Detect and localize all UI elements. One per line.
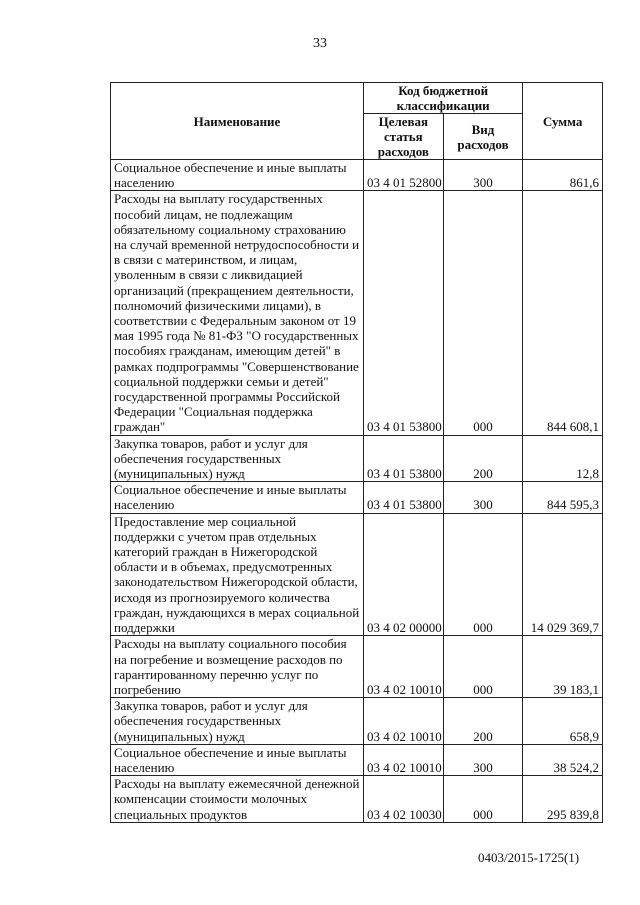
row-kind: 200 — [443, 435, 523, 482]
row-code: 03 4 01 53800 — [364, 435, 444, 482]
row-name: Расходы на выплату ежемесячной денежной компенсации стоимости молочных специальных продуктов — [111, 776, 364, 823]
table-row — [111, 698, 603, 745]
row-kind: 000 — [443, 776, 523, 823]
header-target-article: Целевая статья расходов — [364, 114, 444, 160]
row-kind: 300 — [443, 160, 523, 191]
row-code: 03 4 02 10010 — [364, 744, 444, 775]
row-name: Предоставление мер социальной поддержки с учетом прав отдельных категорий граждан в Нижегородской области и в объемах, предусмотренных законодательством Нижегородской области, исходя из прогнозируемого количества граждан, нуждающихся в мерах социальной поддержки — [111, 513, 364, 636]
row-kind: 300 — [443, 482, 523, 513]
header-amount: Сумма — [523, 83, 603, 160]
row-amount: 844 608,1 — [523, 191, 603, 435]
row-name: Расходы на выплату социального пособия на погребение и возмещение расходов по гарантированному перечню услуг по погребению — [111, 636, 364, 698]
row-kind: 000 — [443, 636, 523, 698]
row-code: 03 4 02 10010 — [364, 636, 444, 698]
row-name: Социальное обеспечение и иные выплаты населению — [111, 482, 364, 513]
table-row — [111, 191, 603, 435]
table-row — [111, 513, 603, 636]
table-row — [111, 776, 603, 823]
table-row — [111, 435, 603, 482]
row-amount: 14 029 369,7 — [523, 513, 603, 636]
row-name: Социальное обеспечение и иные выплаты населению — [111, 160, 364, 191]
row-code: 03 4 01 53800 — [364, 482, 444, 513]
header-budget-code: Код бюджетной классификации — [364, 83, 523, 114]
row-kind: 300 — [443, 744, 523, 775]
row-kind: 000 — [443, 191, 523, 435]
row-code: 03 4 02 10010 — [364, 698, 444, 745]
header-name: Наименование — [111, 83, 364, 160]
row-code: 03 4 01 52800 — [364, 160, 444, 191]
row-amount: 38 524,2 — [523, 744, 603, 775]
document-code: 0403/2015-1725(1) — [478, 850, 580, 865]
table-row — [111, 482, 603, 513]
budget-table — [110, 82, 603, 823]
table-row — [111, 160, 603, 191]
row-name: Закупка товаров, работ и услуг для обеспечения государственных (муниципальных) нужд — [111, 435, 364, 482]
row-kind: 000 — [443, 513, 523, 636]
row-amount: 861,6 — [523, 160, 603, 191]
table-row — [111, 636, 603, 698]
page-number: 33 — [313, 36, 327, 51]
row-name: Расходы на выплату государственных пособий лицам, не подлежащим обязательному социальному страхованию на случай временной нетрудоспособности и в связи с материнством, и лицам, уволенным в связи с ликвидацией организаций (прекращением деятельности, полномочий физическими лицами), в соответствии с Федеральным законом от 19 мая 1995 года № 81-ФЗ "О государственных пособиях гражданам, имеющим детей" в рамках подпрограммы "Совершенствование социальной поддержки семьи и детей" государственной программы Российской Федерации "Социальная поддержка граждан" — [111, 191, 364, 435]
row-amount: 39 183,1 — [523, 636, 603, 698]
row-amount: 844 595,3 — [523, 482, 603, 513]
row-name: Закупка товаров, работ и услуг для обеспечения государственных (муниципальных) нужд — [111, 698, 364, 745]
row-kind: 200 — [443, 698, 523, 745]
row-amount: 12,8 — [523, 435, 603, 482]
row-amount: 295 839,8 — [523, 776, 603, 823]
row-code: 03 4 02 00000 — [364, 513, 444, 636]
row-amount: 658,9 — [523, 698, 603, 745]
header-expense-kind: Вид расходов — [443, 114, 523, 160]
row-code: 03 4 01 53800 — [364, 191, 444, 435]
row-name: Социальное обеспечение и иные выплаты населению — [111, 744, 364, 775]
row-code: 03 4 02 10030 — [364, 776, 444, 823]
table-row — [111, 744, 603, 775]
